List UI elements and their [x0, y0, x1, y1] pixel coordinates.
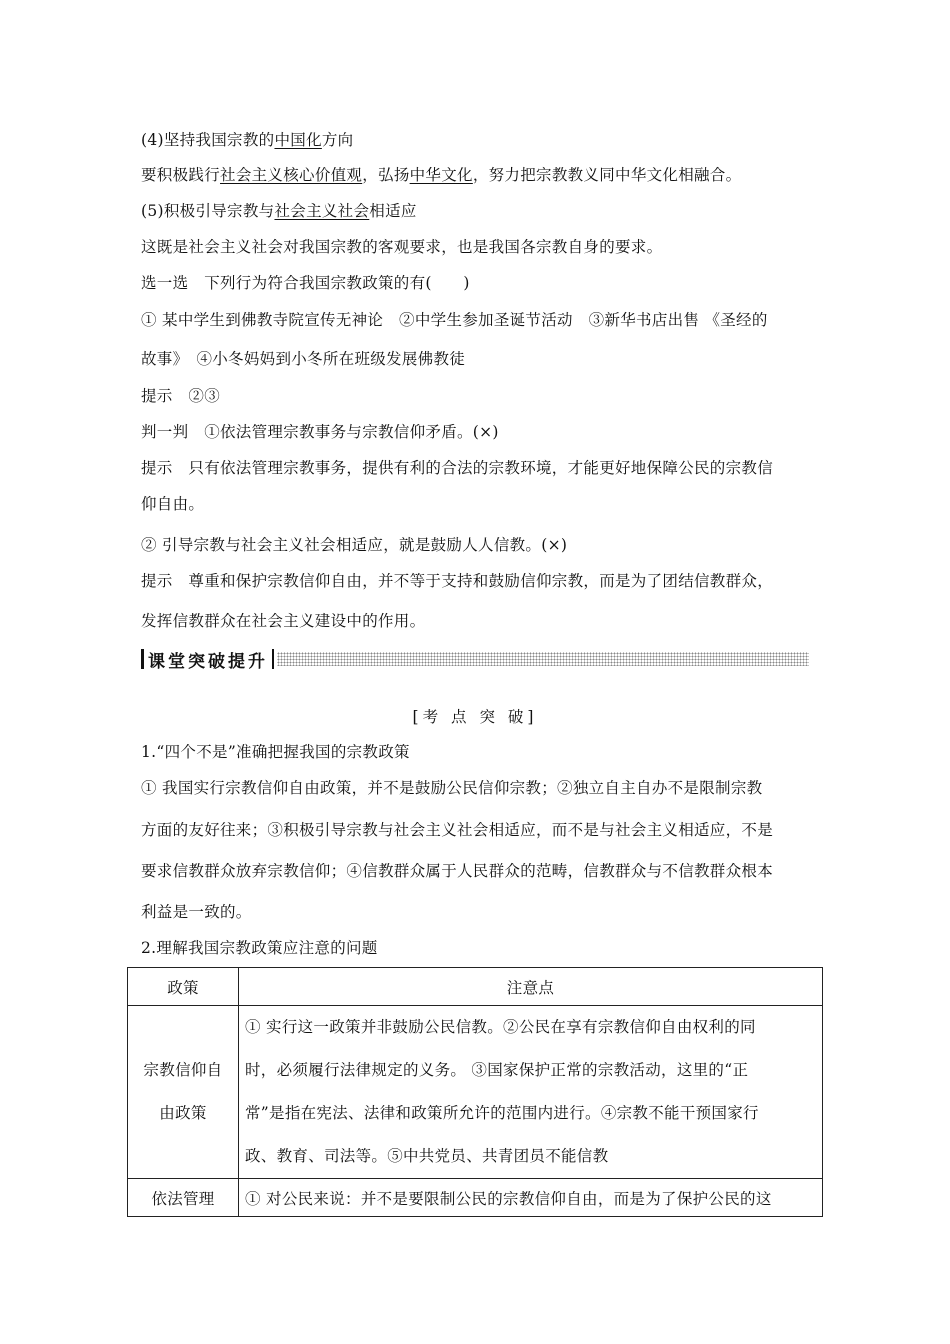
section-bar-edge — [141, 649, 144, 669]
table-header-row — [128, 968, 823, 1006]
section-bar-dotted-fill — [277, 652, 809, 666]
point-1-title: 1.“四个不是”准确把握我国的宗教政策 — [141, 743, 410, 761]
item-5-heading: (5)积极引导宗教与社会主义社会相适应 — [141, 202, 417, 220]
item-4-heading: (4)坚持我国宗教的中国化方向 — [141, 131, 354, 149]
notes-line2: 时，必须履行法律规定的义务。 ③国家保护正常的宗教活动，这里的“正 — [245, 1061, 749, 1079]
point-1-line4: 利益是一致的。 — [141, 903, 252, 921]
policy-table — [127, 967, 823, 1217]
table-row — [128, 1179, 823, 1217]
header-policy: 政策 — [128, 968, 239, 1006]
section-header-bar — [141, 649, 809, 672]
item-5-text: 这既是社会主义社会对我国宗教的客观要求，也是我国各宗教自身的要求。 — [141, 238, 663, 256]
section-subtitle: [考 点 突 破] — [412, 708, 538, 726]
choice-options-line1: ① 某中学生到佛教寺院宣传无神论 ②中学生参加圣诞节活动 ③新华书店出售 《圣经的 — [141, 311, 768, 329]
item-4-text: 要积极践行社会主义核心价值观，弘扬中华文化，努力把宗教教义同中华文化相融合。 — [141, 166, 742, 184]
notes-cell: ① 对公民来说：并不是要限制公民的宗教信仰自由，而是为了保护公民的这 — [239, 1179, 823, 1217]
judge-hint-1-line1: 提示 只有依法管理宗教事务，提供有利的合法的宗教环境，才能更好地保障公民的宗教信 — [141, 459, 774, 477]
table-row — [128, 1006, 823, 1179]
judge-question-1: 判一判 ①依法管理宗教事务与宗教信仰矛盾。(×) — [141, 423, 499, 441]
notes-cell — [239, 1006, 823, 1179]
policy-cell — [128, 1006, 239, 1179]
judge-hint-2-line1: 提示 尊重和保护宗教信仰自由，并不等于支持和鼓励信仰宗教，而是为了团结信教群众， — [141, 572, 774, 590]
section-title: 课堂突破提升 — [148, 651, 268, 672]
notes-line4: 政、教育、司法等。⑤中共党员、共青团员不能信教 — [245, 1147, 609, 1165]
notes-line1: ① 实行这一政策并非鼓励公民信教。②公民在享有宗教信仰自由权利的同 — [245, 1018, 756, 1036]
judge-question-2: ② 引导宗教与社会主义社会相适应，就是鼓励人人信教。(×) — [141, 536, 568, 554]
point-1-line1: ① 我国实行宗教信仰自由政策，并不是鼓励公民信仰宗教；②独立自主自办不是限制宗教 — [141, 779, 763, 797]
choice-question: 选一选 下列行为符合我国宗教政策的有( ) — [141, 274, 470, 292]
choice-hint: 提示 ②③ — [141, 387, 221, 405]
policy-cell-line1: 宗教信仰自 — [143, 1061, 223, 1079]
header-notes: 注意点 — [239, 968, 823, 1006]
judge-hint-2-line2: 发挥信教群众在社会主义建设中的作用。 — [141, 612, 426, 630]
section-bar-divider — [272, 649, 274, 669]
point-2-title: 2.理解我国宗教政策应注意的问题 — [141, 939, 378, 957]
policy-cell-line2: 由政策 — [159, 1104, 207, 1122]
notes-line3: 常”是指在宪法、法律和政策所允许的范围内进行。④宗教不能干预国家行 — [245, 1104, 759, 1122]
policy-cell: 依法管理 — [128, 1179, 239, 1217]
point-1-line2: 方面的友好往来；③积极引导宗教与社会主义社会相适应，而不是与社会主义相适应，不是 — [141, 821, 774, 839]
point-1-line3: 要求信教群众放弃宗教信仰；④信教群众属于人民群众的范畴，信教群众与不信教群众根本 — [141, 862, 774, 880]
choice-options-line2: 故事》 ④小冬妈妈到小冬所在班级发展佛教徒 — [141, 350, 466, 368]
judge-hint-1-line2: 仰自由。 — [141, 495, 205, 513]
